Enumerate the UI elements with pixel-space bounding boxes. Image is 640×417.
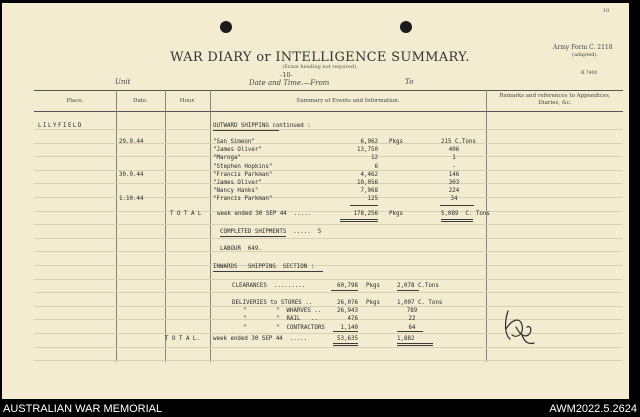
- shipment-qty: 7,968: [360, 188, 378, 195]
- shipment-qty: 6,962: [360, 139, 378, 145]
- table-header-rule: [34, 111, 623, 112]
- labour-count: LABOUR 649.: [220, 246, 262, 252]
- shipment-ship: "Francis Parkman": [213, 196, 273, 203]
- archive-footer: [0, 401, 640, 417]
- ruled-line: [34, 211, 623, 212]
- to-label: To: [405, 78, 414, 86]
- total-qty-inwards: 53,635: [337, 336, 358, 342]
- col-rule-date: [165, 90, 166, 362]
- clearances-tons-underline: [397, 290, 419, 291]
- total-label-outward: T O T A L: [170, 211, 202, 217]
- subtotal-underline: [397, 331, 423, 332]
- shipment-tons: 146: [448, 171, 460, 178]
- footer-accession-number: AWM2022.5.2624: [549, 403, 637, 415]
- ruled-line: [34, 224, 623, 225]
- army-form-number: Army Form C. 2118: [553, 44, 613, 51]
- col-rule-place: [116, 90, 117, 362]
- clearances-label: CLEARANCES .........: [232, 283, 306, 289]
- ruled-line: [34, 183, 623, 184]
- punch-hole-left: [220, 21, 232, 33]
- table-top-rule: [34, 90, 623, 91]
- shipment-ship: "Francis Parkman": [213, 171, 273, 178]
- clearances-qty: 60,798: [337, 283, 358, 289]
- shipment-qty: 13,750: [357, 147, 378, 154]
- shipment-qty: 125: [367, 196, 378, 203]
- col-header-date: Date.: [133, 98, 148, 104]
- col-header-summary: Summary of Events and Information.: [296, 98, 400, 104]
- total-label-inwards: T O T A L.: [165, 336, 200, 342]
- delivery-label: " WHARVES ..: [276, 308, 322, 315]
- army-form-adapted: (adapted).: [572, 52, 599, 58]
- delivery-tons: 789: [406, 308, 418, 315]
- shipment-qty: 12: [371, 155, 378, 162]
- delivery-tons: 64: [408, 324, 416, 331]
- shipment-ship: "Nancy Hanks": [213, 188, 259, 195]
- ruled-line: [34, 156, 623, 157]
- completed-shipments: COMPLETED SHIPMENTS ..... 5: [220, 229, 322, 235]
- completed-underline: [220, 236, 286, 237]
- total-tons-underline-inwards: [397, 343, 433, 344]
- col-rule-hour: [210, 90, 211, 362]
- heading-underline-inwards: [213, 271, 323, 272]
- delivery-ditto: ": [243, 324, 247, 331]
- col-rule-summary: [486, 90, 487, 362]
- place-name: LILYFIELD: [38, 123, 83, 129]
- corner-mark: 10: [603, 8, 610, 14]
- total-unit-outward: Pkgs: [389, 211, 403, 217]
- shipment-tons: 224: [448, 188, 460, 195]
- shipment-tons: 303: [448, 180, 460, 186]
- total-qty-underline-outward: [340, 219, 378, 220]
- ruled-line: [34, 251, 623, 252]
- delivery-unit: Pkgs: [366, 300, 380, 306]
- total-tons-underline-outward: [441, 219, 473, 220]
- shipment-tons: 215 C.Tons: [441, 139, 476, 145]
- delivery-label: DELIVERIES to STORES ..: [232, 300, 313, 306]
- shipment-ship: "James Oliver": [213, 180, 262, 186]
- handwritten-initials: [500, 305, 540, 347]
- delivery-qty: 26,076: [337, 300, 358, 306]
- subtotal-underline: [440, 205, 474, 206]
- delivery-label: " RAIL ..: [276, 316, 318, 323]
- total-tons-underline2-inwards: [397, 345, 433, 346]
- ruled-line: [34, 129, 623, 130]
- shipment-ship: "Maroga": [213, 155, 241, 162]
- total-desc-outward: week ended 30 SEP 44 .....: [217, 211, 312, 217]
- footer-institution: AUSTRALIAN WAR MEMORIAL: [3, 403, 163, 415]
- ruled-line: [34, 292, 623, 293]
- total-qty-underline2-outward: [340, 221, 378, 222]
- delivery-ditto: ": [243, 316, 247, 323]
- delivery-label: " CONTRACTORS: [276, 324, 325, 331]
- form-title: WAR DIARY or INTELLIGENCE SUMMARY.: [170, 50, 470, 65]
- ruled-line: [34, 279, 623, 280]
- clearances-unit: Pkgs: [366, 283, 380, 289]
- delivery-qty: 26,943: [337, 308, 358, 315]
- ruled-line: [34, 238, 623, 239]
- shipment-ship: "Stephen Hopkins": [213, 163, 273, 170]
- shipment-qty: 6: [374, 163, 378, 170]
- total-desc-inwards: week ended 30 SEP 44 .....: [213, 336, 308, 342]
- delivery-tons: 22: [408, 316, 416, 323]
- delivery-qty: 1,140: [340, 324, 358, 331]
- col-header-place: Place.: [66, 98, 84, 104]
- delivery-ditto: ": [243, 308, 247, 315]
- subtotal-underline: [350, 205, 378, 206]
- delivery-tons: 1,007 C. Tons: [397, 300, 443, 306]
- form-code: B.7400: [581, 71, 598, 76]
- page-number: -10-: [280, 71, 293, 79]
- ruled-line: [34, 265, 623, 266]
- shipment-ship: "San Simeon": [213, 139, 255, 145]
- delivery-qty: 476: [347, 316, 358, 323]
- col-header-hour: Hour.: [179, 98, 196, 104]
- total-qty-underline2-inwards: [333, 345, 358, 346]
- punch-hole-right: [400, 21, 412, 33]
- shipment-date: 1.10.44: [119, 196, 144, 203]
- total-tons-underline2-outward: [441, 221, 473, 222]
- shipment-date: 29.9.44: [119, 139, 144, 145]
- shipment-tons: 1: [452, 155, 456, 162]
- clearances-qty-underline: [331, 290, 358, 291]
- total-qty-outward: 178,256: [353, 211, 378, 217]
- shipment-date: 30.9.44: [119, 171, 144, 178]
- clearances-tons: 2,078 C.Tons: [397, 283, 439, 289]
- shipment-ship: "James Oliver": [213, 147, 262, 154]
- shipment-tons: 34: [450, 196, 458, 203]
- section-heading-inwards: INWARDS SHIPPING SECTION :: [213, 264, 315, 270]
- date-time-label: Date and Time.—From: [249, 79, 330, 87]
- total-tons-inwards: 1,882: [397, 336, 415, 342]
- shipment-tons: -: [452, 163, 456, 170]
- subtotal-underline: [333, 331, 358, 332]
- ruled-line: [34, 360, 623, 361]
- total-qty-underline-inwards: [333, 343, 358, 344]
- unit-label: Unit: [115, 78, 131, 86]
- shipment-unit: Pkgs: [389, 139, 403, 145]
- section-heading-outward: OUTWARD SHIPPING continued :: [213, 123, 311, 129]
- ruled-line: [34, 347, 623, 348]
- heading-underline-outward: [213, 130, 279, 131]
- total-tons-outward: 5,089 C. Tons: [441, 211, 490, 217]
- form-subtitle: (Erase heading not required).: [282, 64, 358, 70]
- shipment-qty: 10,056: [357, 180, 378, 186]
- shipment-qty: 4,462: [360, 171, 378, 178]
- shipment-tons: 406: [448, 147, 460, 154]
- col-header-remarks: Remarks and references to Appendices, Diaries, &c.: [499, 93, 611, 106]
